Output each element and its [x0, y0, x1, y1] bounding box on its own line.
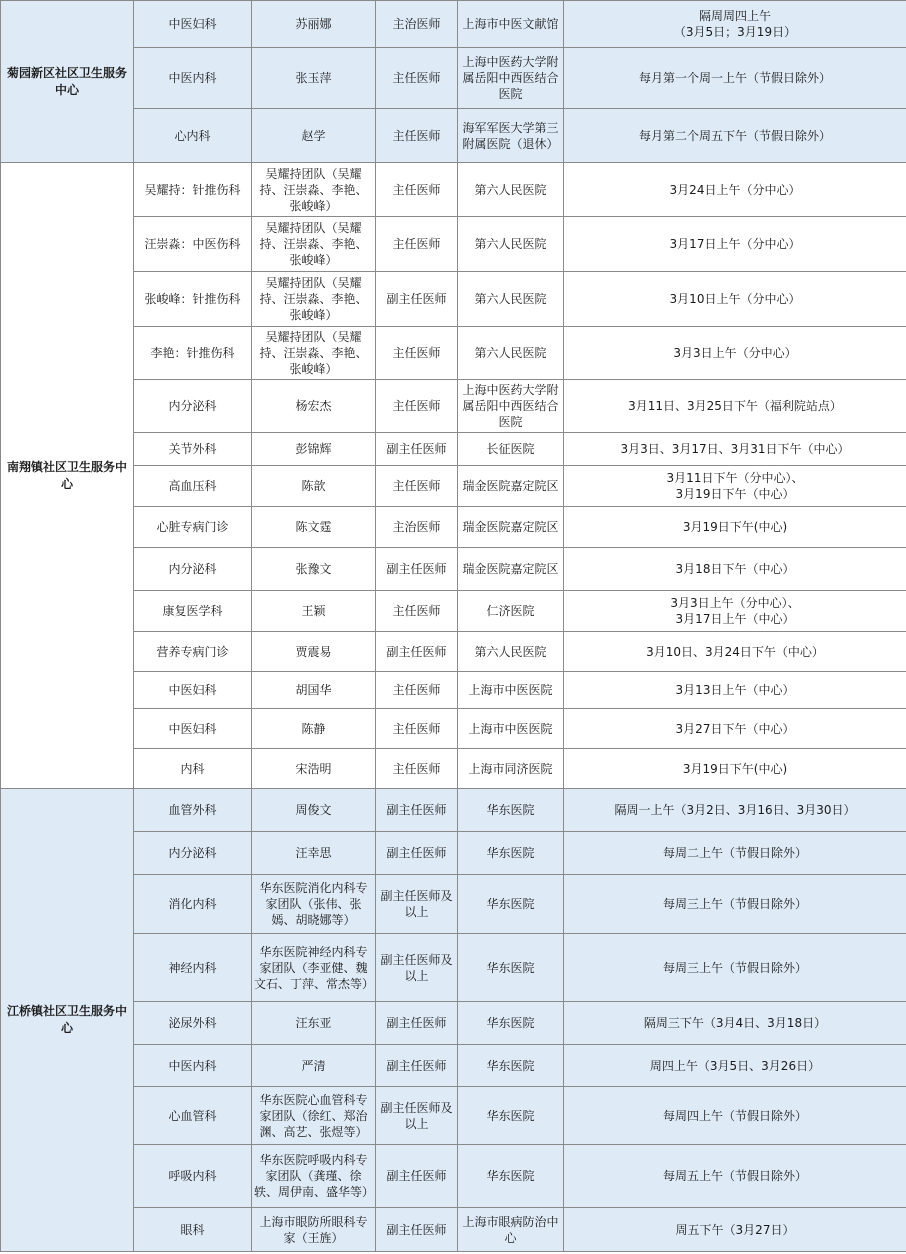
- hospital-cell: 第六人民医院: [458, 217, 564, 272]
- table-row: [1, 749, 906, 789]
- schedule-cell: 每月第二个周五下午（节假日除外）: [564, 109, 906, 163]
- schedule-cell: 隔周三下午（3月4日、3月18日）: [564, 1002, 906, 1045]
- doctor-cell: 汪东亚: [252, 1002, 376, 1045]
- department-cell: 高血压科: [134, 466, 252, 507]
- department-cell: 中医内科: [134, 1045, 252, 1087]
- hospital-cell: 华东医院: [458, 832, 564, 875]
- department-cell: 心血管科: [134, 1087, 252, 1145]
- title-cell: 主任医师: [376, 217, 458, 272]
- doctor-cell: 华东医院呼吸内科专家团队（龚瑾、徐轶、周伊南、盛华等）: [252, 1145, 376, 1208]
- table-row: [1, 1, 906, 48]
- table-row: [1, 48, 906, 109]
- table-row: [1, 934, 906, 1002]
- schedule-cell: 3月3日、3月17日、3月31日下午（中心）: [564, 433, 906, 466]
- doctor-cell: 吴耀持团队（吴耀持、汪崇淼、李艳、张峻峰）: [252, 217, 376, 272]
- table-row: [1, 327, 906, 380]
- schedule-cell: 每周二上午（节假日除外）: [564, 832, 906, 875]
- schedule-cell: 3月3日上午（分中心）: [564, 327, 906, 380]
- department-cell: 关节外科: [134, 433, 252, 466]
- hospital-cell: 仁济医院: [458, 591, 564, 632]
- hospital-cell: 第六人民医院: [458, 272, 564, 327]
- department-cell: 泌尿外科: [134, 1002, 252, 1045]
- table-row: [1, 789, 906, 832]
- title-cell: 副主任医师及以上: [376, 934, 458, 1002]
- title-cell: 主任医师: [376, 163, 458, 217]
- schedule-cell: 周四上午（3月5日、3月26日）: [564, 1045, 906, 1087]
- schedule-cell: 3月13日上午（中心）: [564, 672, 906, 709]
- department-cell: 中医内科: [134, 48, 252, 109]
- department-cell: 心脏专病门诊: [134, 507, 252, 548]
- title-cell: 副主任医师: [376, 433, 458, 466]
- table-row: [1, 1045, 906, 1087]
- hospital-cell: 华东医院: [458, 1045, 564, 1087]
- hospital-cell: 上海中医药大学附属岳阳中西医结合医院: [458, 48, 564, 109]
- schedule-cell: 3月19日下午(中心): [564, 749, 906, 789]
- title-cell: 副主任医师: [376, 1002, 458, 1045]
- department-cell: 中医妇科: [134, 672, 252, 709]
- department-cell: 中医妇科: [134, 1, 252, 48]
- doctor-cell: 华东医院心血管科专家团队（徐红、郑治渊、高艺、张煜等）: [252, 1087, 376, 1145]
- hospital-cell: 华东医院: [458, 934, 564, 1002]
- schedule-cell: 3月27日下午（中心）: [564, 709, 906, 749]
- department-cell: 张峻峰：针推伤科: [134, 272, 252, 327]
- doctor-cell: 吴耀持团队（吴耀持、汪崇淼、李艳、张峻峰）: [252, 163, 376, 217]
- table-row: [1, 466, 906, 507]
- hospital-cell: 瑞金医院嘉定院区: [458, 507, 564, 548]
- title-cell: 副主任医师: [376, 1208, 458, 1252]
- doctor-cell: 汪幸思: [252, 832, 376, 875]
- title-cell: 主任医师: [376, 709, 458, 749]
- department-cell: 消化内科: [134, 875, 252, 934]
- department-cell: 吴耀持：针推伤科: [134, 163, 252, 217]
- title-cell: 副主任医师及以上: [376, 875, 458, 934]
- doctor-cell: 张玉萍: [252, 48, 376, 109]
- doctor-cell: 胡国华: [252, 672, 376, 709]
- schedule-cell: 3月10日、3月24日下午（中心）: [564, 632, 906, 672]
- doctor-cell: 上海市眼防所眼科专家（王旌）: [252, 1208, 376, 1252]
- department-cell: 李艳：针推伤科: [134, 327, 252, 380]
- title-cell: 副主任医师: [376, 789, 458, 832]
- table-row: [1, 1208, 906, 1252]
- table-row: [1, 548, 906, 591]
- doctor-cell: 陈文霆: [252, 507, 376, 548]
- department-cell: 内分泌科: [134, 380, 252, 433]
- title-cell: 主任医师: [376, 749, 458, 789]
- title-cell: 副主任医师: [376, 832, 458, 875]
- hospital-cell: 瑞金医院嘉定院区: [458, 548, 564, 591]
- table-row: [1, 433, 906, 466]
- doctor-cell: 华东医院神经内科专家团队（李亚健、魏文石、丁萍、常杰等）: [252, 934, 376, 1002]
- center-name-cell: 南翔镇社区卫生服务中心: [1, 163, 134, 789]
- hospital-cell: 华东医院: [458, 1002, 564, 1045]
- table-row: [1, 632, 906, 672]
- table-row: [1, 272, 906, 327]
- department-cell: 呼吸内科: [134, 1145, 252, 1208]
- schedule-cell: 每周四上午（节假日除外）: [564, 1087, 906, 1145]
- table-row: [1, 875, 906, 934]
- title-cell: 副主任医师: [376, 548, 458, 591]
- doctor-cell: 赵学: [252, 109, 376, 163]
- hospital-cell: 华东医院: [458, 875, 564, 934]
- hospital-cell: 华东医院: [458, 1087, 564, 1145]
- schedule-cell: 3月19日下午(中心): [564, 507, 906, 548]
- schedule-cell: 隔周一上午（3月2日、3月16日、3月30日）: [564, 789, 906, 832]
- department-cell: 心内科: [134, 109, 252, 163]
- hospital-cell: 华东医院: [458, 789, 564, 832]
- schedule-cell: 3月18日下午（中心）: [564, 548, 906, 591]
- title-cell: 副主任医师: [376, 272, 458, 327]
- doctor-cell: 王颖: [252, 591, 376, 632]
- title-cell: 主任医师: [376, 48, 458, 109]
- schedule-cell: 3月11日、3月25日下午（福利院站点）: [564, 380, 906, 433]
- center-name-cell: 江桥镇社区卫生服务中心: [1, 789, 134, 1252]
- doctor-cell: 宋浩明: [252, 749, 376, 789]
- doctor-cell: 陈歆: [252, 466, 376, 507]
- hospital-cell: 上海市中医医院: [458, 709, 564, 749]
- hospital-cell: 上海市中医医院: [458, 672, 564, 709]
- department-cell: 内分泌科: [134, 832, 252, 875]
- doctor-cell: 杨宏杰: [252, 380, 376, 433]
- schedule-cell: 每周三上午（节假日除外）: [564, 875, 906, 934]
- department-cell: 内科: [134, 749, 252, 789]
- department-cell: 内分泌科: [134, 548, 252, 591]
- schedule-cell: 3月24日上午（分中心）: [564, 163, 906, 217]
- schedule-cell: 每周三上午（节假日除外）: [564, 934, 906, 1002]
- schedule-cell: 3月11日下午（分中心）、 3月19日下午（中心）: [564, 466, 906, 507]
- doctor-cell: 吴耀持团队（吴耀持、汪崇淼、李艳、张峻峰）: [252, 327, 376, 380]
- doctor-cell: 吴耀持团队（吴耀持、汪崇淼、李艳、张峻峰）: [252, 272, 376, 327]
- department-cell: 中医妇科: [134, 709, 252, 749]
- title-cell: 主治医师: [376, 1, 458, 48]
- center-name-cell: 菊园新区社区卫生服务中心: [1, 1, 134, 163]
- table-row: [1, 109, 906, 163]
- title-cell: 主任医师: [376, 466, 458, 507]
- title-cell: 主任医师: [376, 591, 458, 632]
- schedule-cell: 3月10日上午（分中心）: [564, 272, 906, 327]
- table-row: [1, 217, 906, 272]
- hospital-cell: 第六人民医院: [458, 327, 564, 380]
- department-cell: 神经内科: [134, 934, 252, 1002]
- department-cell: 汪崇淼：中医伤科: [134, 217, 252, 272]
- table-row: [1, 832, 906, 875]
- title-cell: 主任医师: [376, 327, 458, 380]
- doctor-cell: 张豫文: [252, 548, 376, 591]
- table-body: [1, 1, 906, 1252]
- title-cell: 副主任医师: [376, 1145, 458, 1208]
- hospital-cell: 上海市眼病防治中心: [458, 1208, 564, 1252]
- hospital-cell: 上海中医药大学附属岳阳中西医结合医院: [458, 380, 564, 433]
- table-row: [1, 1087, 906, 1145]
- title-cell: 副主任医师: [376, 1045, 458, 1087]
- title-cell: 主治医师: [376, 507, 458, 548]
- doctor-cell: 陈静: [252, 709, 376, 749]
- schedule-cell: 隔周周四上午 （3月5日；3月19日）: [564, 1, 906, 48]
- doctor-cell: 贾震易: [252, 632, 376, 672]
- schedule-cell: 每月第一个周一上午（节假日除外）: [564, 48, 906, 109]
- doctor-cell: 彭锦辉: [252, 433, 376, 466]
- hospital-cell: 瑞金医院嘉定院区: [458, 466, 564, 507]
- title-cell: 主任医师: [376, 672, 458, 709]
- table-row: [1, 507, 906, 548]
- doctor-cell: 华东医院消化内科专家团队（张伟、张嫣、胡晓娜等）: [252, 875, 376, 934]
- hospital-cell: 上海市同济医院: [458, 749, 564, 789]
- table-row: [1, 672, 906, 709]
- hospital-cell: 华东医院: [458, 1145, 564, 1208]
- table-row: [1, 380, 906, 433]
- hospital-cell: 第六人民医院: [458, 632, 564, 672]
- department-cell: 血管外科: [134, 789, 252, 832]
- schedule-cell: 每周五上午（节假日除外）: [564, 1145, 906, 1208]
- title-cell: 副主任医师及以上: [376, 1087, 458, 1145]
- title-cell: 主任医师: [376, 380, 458, 433]
- table-row: [1, 709, 906, 749]
- table-row: [1, 163, 906, 217]
- table-row: [1, 1002, 906, 1045]
- department-cell: 康复医学科: [134, 591, 252, 632]
- hospital-cell: 第六人民医院: [458, 163, 564, 217]
- table-row: [1, 591, 906, 632]
- hospital-cell: 海军军医大学第三附属医院（退休）: [458, 109, 564, 163]
- hospital-cell: 上海市中医文献馆: [458, 1, 564, 48]
- doctor-cell: 严清: [252, 1045, 376, 1087]
- title-cell: 副主任医师: [376, 632, 458, 672]
- title-cell: 主任医师: [376, 109, 458, 163]
- doctor-cell: 周俊文: [252, 789, 376, 832]
- schedule-cell: 周五下午（3月27日）: [564, 1208, 906, 1252]
- hospital-cell: 长征医院: [458, 433, 564, 466]
- department-cell: 眼科: [134, 1208, 252, 1252]
- schedule-cell: 3月3日上午（分中心）、 3月17日上午（中心）: [564, 591, 906, 632]
- table-row: [1, 1145, 906, 1208]
- doctor-cell: 苏丽娜: [252, 1, 376, 48]
- department-cell: 营养专病门诊: [134, 632, 252, 672]
- schedule-cell: 3月17日上午（分中心）: [564, 217, 906, 272]
